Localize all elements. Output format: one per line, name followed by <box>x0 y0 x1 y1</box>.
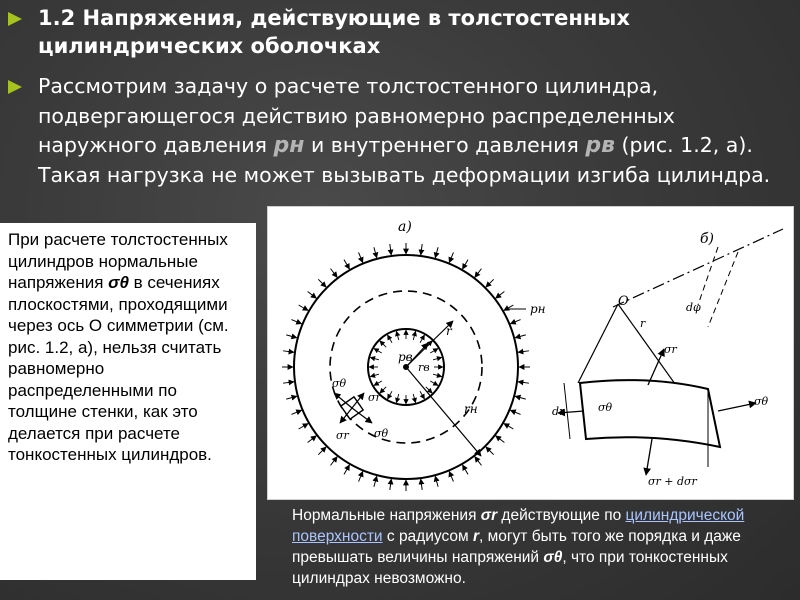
inner-pressure-arrow <box>396 331 398 340</box>
inner-pressure-arrow <box>388 335 393 343</box>
slide-title: 1.2 Напряжения, действующие в толстостенных цилиндрических оболочках <box>38 6 630 58</box>
label-sigma-r-a2: σr <box>336 429 349 442</box>
note-paragraph <box>292 505 772 589</box>
outer-pressure-arrow <box>486 447 494 455</box>
outer-pressure-arrow <box>421 479 422 490</box>
dash-ray-1 <box>698 247 718 305</box>
explanation-text-1: При расчете толстостенных цилиндров нормальные напряжения <box>8 230 228 292</box>
outer-pressure-arrow <box>283 351 294 352</box>
note-text-2: действующие по <box>497 507 626 524</box>
pressure-outer-symbol: pн <box>273 133 305 158</box>
label-sigma-theta-a2: σθ <box>374 427 389 440</box>
outer-pressure-arrow <box>291 320 301 324</box>
outer-pressure-arrow <box>359 471 363 481</box>
outer-pressure-arrow <box>308 436 317 443</box>
ray-left <box>578 304 618 383</box>
outer-pressure-arrow <box>475 457 482 466</box>
label-sigma-r-a: σr <box>368 391 381 404</box>
outer-pressure-arrow <box>359 252 363 262</box>
label-pv: pв <box>398 350 413 364</box>
outer-pressure-arrow <box>318 279 326 287</box>
intro-paragraph <box>38 72 793 190</box>
note-text-3: с радиусом <box>382 528 473 545</box>
outer-pressure-arrow <box>504 424 514 430</box>
inner-pressure-arrow <box>413 394 415 403</box>
outer-pressure-arrow <box>486 279 494 287</box>
outer-pressure-arrow <box>286 335 297 338</box>
outer-pressure-arrow <box>510 320 520 324</box>
outer-pressure-arrow <box>344 260 350 270</box>
explanation-box <box>0 223 256 580</box>
outer-pressure-arrow <box>475 269 482 278</box>
inner-pressure-arrow <box>430 381 438 386</box>
inner-pressure-arrow <box>413 331 415 340</box>
inner-pressure-arrow <box>388 391 393 399</box>
inner-pressure-arrow <box>370 374 379 376</box>
label-r-outer: rн <box>464 402 478 416</box>
label-r-b: r <box>640 317 646 330</box>
note-text-1: Нормальные напряжения <box>292 507 481 524</box>
bullet-arrow-icon <box>8 12 22 26</box>
outer-pressure-arrow <box>331 457 338 466</box>
outer-pressure-arrow <box>515 335 526 338</box>
note-text-5: , что при тонкостенных цилиндрах невозможно. <box>292 549 728 587</box>
figure-thick-cylinder <box>267 206 794 500</box>
outer-pressure-arrow <box>390 479 391 490</box>
outer-pressure-arrow <box>449 252 453 262</box>
outer-pressure-arrow <box>518 382 529 383</box>
outer-pressure-arrow <box>515 396 526 399</box>
label-dphi: dφ <box>686 301 701 314</box>
arrow-sigma-theta-right-b <box>718 403 756 411</box>
pressure-inner-symbol: pв <box>585 133 615 158</box>
inner-pressure-arrow <box>380 341 386 347</box>
outer-pressure-arrow <box>374 247 377 258</box>
figure-drawing <box>268 207 793 499</box>
outer-pressure-arrow <box>390 244 391 255</box>
label-sigma-theta-b: σθ <box>598 401 613 414</box>
inner-pressure-arrow <box>380 387 386 393</box>
label-sigma-theta-b2: σθ <box>754 395 769 408</box>
label-a: а) <box>398 219 412 235</box>
outer-pressure-arrow <box>496 436 505 443</box>
sigma-theta-symbol-note: σθ <box>543 549 563 566</box>
outer-pressure-arrow <box>518 351 529 352</box>
inner-pressure-arrow <box>396 394 398 403</box>
axis-line <box>613 229 783 307</box>
arrow-sigma-r-dr-b <box>646 439 652 475</box>
sigma-theta-symbol: σθ <box>108 273 129 292</box>
outer-pressure-arrow <box>374 476 377 487</box>
intro-text-3: (рис. 1.2, а). Такая нагрузка не может вызывать деформации изгиба цилиндра. <box>38 133 771 187</box>
label-O: O <box>618 294 629 309</box>
outer-pressure-arrow <box>510 410 520 414</box>
inner-pressure-arrow <box>374 381 382 386</box>
label-dr: dr <box>552 405 565 418</box>
explanation-text-2: в сечениях плоскостями, проходящими через ось О симметрии (см. рис. 1.2, а), нельзя считать равномерно распределенными по толщине стенки, как это делается при расчете тонкостенных цилиндров. <box>8 273 229 464</box>
inner-pressure-arrow <box>433 357 442 359</box>
inner-pressure-arrow <box>420 391 425 399</box>
sigma-r-symbol: σr <box>480 507 498 524</box>
label-r-inner: rв <box>418 361 430 374</box>
label-r: r <box>446 324 452 338</box>
label-pn: pн <box>530 302 546 316</box>
arrow-sigma-r-b <box>648 349 664 385</box>
label-sigma-theta-a: σθ <box>332 377 347 390</box>
outer-pressure-arrow <box>421 244 422 255</box>
outer-pressure-arrow <box>299 305 309 311</box>
inner-pressure-arrow <box>430 349 438 354</box>
outer-pressure-arrow <box>291 410 301 414</box>
label-sigma-r-b: σr <box>664 343 677 356</box>
note-text-4: , могут быть того же порядка и даже превышать величины напряжений <box>292 528 741 566</box>
inner-pressure-arrow <box>420 335 425 343</box>
intro-text-2: и внутреннего давления <box>304 133 586 157</box>
outer-pressure-arrow <box>331 269 338 278</box>
outer-pressure-arrow <box>318 447 326 455</box>
outer-pressure-arrow <box>308 292 317 299</box>
outer-pressure-arrow <box>283 382 294 383</box>
outer-pressure-arrow <box>299 424 309 430</box>
outer-pressure-arrow <box>449 471 453 481</box>
inner-pressure-arrow <box>370 357 379 359</box>
outer-pressure-arrow <box>286 396 297 399</box>
label-b: б) <box>700 231 715 247</box>
dash-ray-2 <box>708 252 738 327</box>
bullet-arrow-icon <box>8 80 22 94</box>
outer-pressure-arrow <box>463 465 469 475</box>
outer-pressure-arrow <box>435 476 438 487</box>
inner-pressure-arrow <box>433 374 442 376</box>
cylinder-surface-link[interactable]: цилиндрической поверхности <box>292 507 745 545</box>
radius-symbol: r <box>472 528 480 545</box>
outer-pressure-arrow <box>435 247 438 258</box>
outer-pressure-arrow <box>496 292 505 299</box>
outer-pressure-arrow <box>504 305 514 311</box>
outer-pressure-arrow <box>344 465 350 475</box>
intro-text-1: Рассмотрим задачу о расчете толстостенного цилиндра, подвергающегося действию равномерно распределенных наружного давления <box>38 74 675 157</box>
label-sigma-r-dr: σr + dσr <box>648 475 697 488</box>
inner-pressure-arrow <box>374 349 382 354</box>
dr-dimension <box>564 383 570 439</box>
outer-pressure-arrow <box>463 260 469 270</box>
